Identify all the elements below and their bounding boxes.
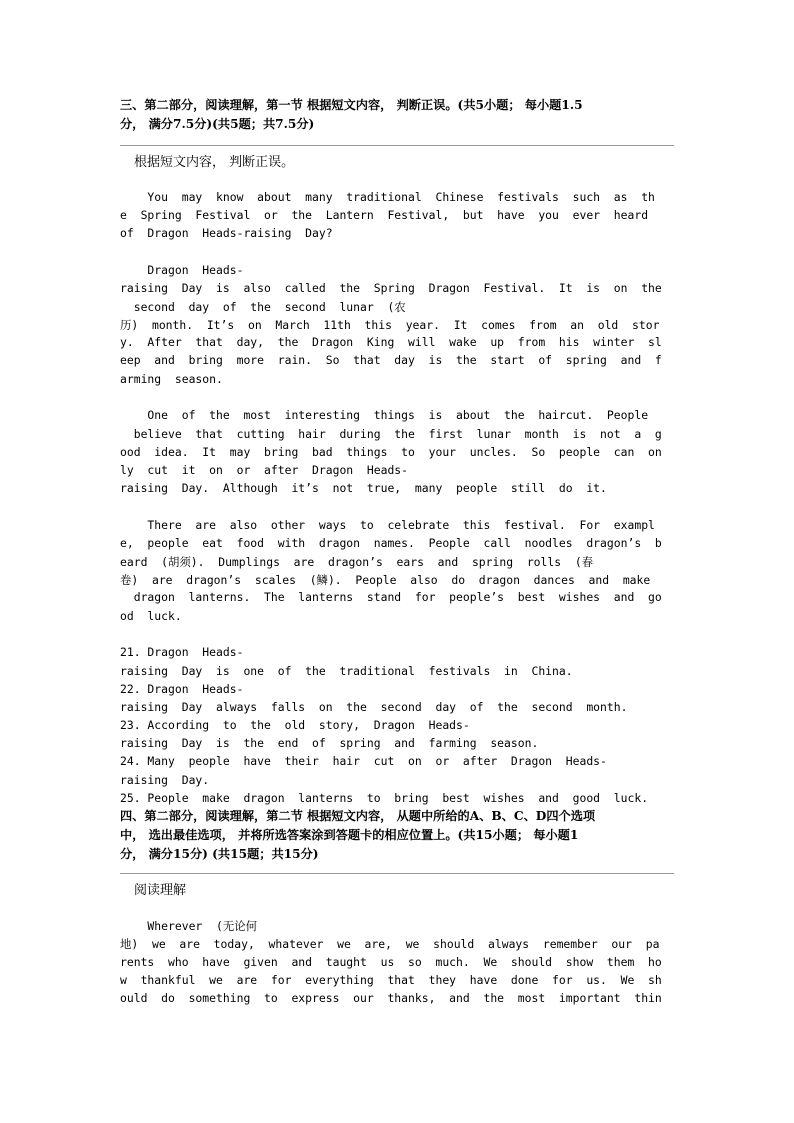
passage-line: second day of the second lunar (农 xyxy=(120,300,406,314)
passage-line: Wherever (无论何 xyxy=(120,919,258,933)
passage-line: 地) we are today, whatever we are, we should always remember our pa xyxy=(120,937,660,951)
question-22-cont: raising Day always falls on the second day of the second month. xyxy=(120,700,628,714)
part3-heading-line1: 三、第二部分，阅读理解，第一节 根据短文内容， 判断正误。(共5小题； 每小题1.5 xyxy=(120,98,583,112)
part4-heading-line3: 分， 满分15分) (共15题；共15分) xyxy=(120,847,319,861)
passage-line: rents who have given and taught us so much. We should show them ho xyxy=(120,955,662,969)
question-24: 24. Many people have their hair cut on or after Dragon Heads- xyxy=(120,754,607,768)
passage-line: believe that cutting hair during the first lunar month is not a g xyxy=(120,427,662,441)
passage-line: raising Day. Although it’s not true, many people still do it. xyxy=(120,481,607,495)
section-divider-1 xyxy=(120,145,674,146)
passage-line: eep and bring more rain. So that day is the start of spring and f xyxy=(120,353,662,367)
part4-heading xyxy=(120,807,680,864)
passage-line: ould do something to express our thanks, and the most important thin xyxy=(120,991,662,1005)
passage-line: e Spring Festival or the Lantern Festival, but have you ever heard xyxy=(120,208,655,222)
passage-line: dragon lanterns. The lanterns stand for people’s best wishes and go xyxy=(120,590,662,604)
passage-line: y. After that day, the Dragon King will wake up from his winter sl xyxy=(120,335,662,349)
passage-line: od luck. xyxy=(120,609,182,623)
passage-line: of Dragon Heads-raising Day? xyxy=(120,226,333,240)
passage-line: ly cut it on or after Dragon Heads- xyxy=(120,463,409,477)
passage-line: Dragon Heads- xyxy=(120,263,244,277)
passage-line: w thankful we are for everything that they have done for us. We sh xyxy=(120,973,662,987)
passage-line: e, people eat food with dragon names. People call noodles dragon’s b xyxy=(120,536,662,550)
passage-line: There are also other ways to celebrate this festival. For exampl xyxy=(120,518,655,532)
part3-section-title: 根据短文内容， 判断正误。 xyxy=(134,155,295,170)
passage-line: arming season. xyxy=(120,372,223,386)
part3-heading xyxy=(120,96,680,134)
question-23-cont: raising Day is the end of spring and farming season. xyxy=(120,736,539,750)
section-divider-2 xyxy=(120,873,674,874)
passage-line: ood idea. It may bring bad things to your uncles. So people can on xyxy=(120,445,662,459)
part4-heading-line2: 中， 选出最佳选项， 并将所选答案涂到答题卡的相应位置上。(共15小题； 每小题1 xyxy=(120,828,579,842)
question-21-cont: raising Day is one of the traditional festivals in China. xyxy=(120,664,573,678)
passage-line: You may know about many traditional Chinese festivals such as th xyxy=(120,190,655,204)
passage-line: raising Day is also called the Spring Dragon Festival. It is on the xyxy=(120,281,662,295)
passage-line: eard (胡须). Dumplings are dragon’s ears and spring rolls (春 xyxy=(120,555,594,569)
part3-heading-line2: 分， 满分7.5分)(共5题；共7.5分) xyxy=(120,117,315,131)
question-22: 22. Dragon Heads- xyxy=(120,682,244,696)
question-23: 23. According to the old story, Dragon Heads- xyxy=(120,718,470,732)
passage-line: 卷) are dragon’s scales (鳞). People also do dragon dances and make xyxy=(120,573,651,587)
question-21: 21. Dragon Heads- xyxy=(120,645,244,659)
part4-section-title: 阅读理解 xyxy=(134,883,187,898)
question-25: 25. People make dragon lanterns to bring best wishes and good luck. xyxy=(120,791,649,805)
part4-heading-line1: 四、第二部分，阅读理解，第二节 根据短文内容， 从题中所给的A、B、C、D四个选项 xyxy=(120,809,596,823)
question-24-cont: raising Day. xyxy=(120,773,210,787)
passage-line: 历) month. It’s on March 11th this year. It comes from an old stor xyxy=(120,318,660,332)
passage-line: One of the most interesting things is about the haircut. People xyxy=(120,408,655,422)
